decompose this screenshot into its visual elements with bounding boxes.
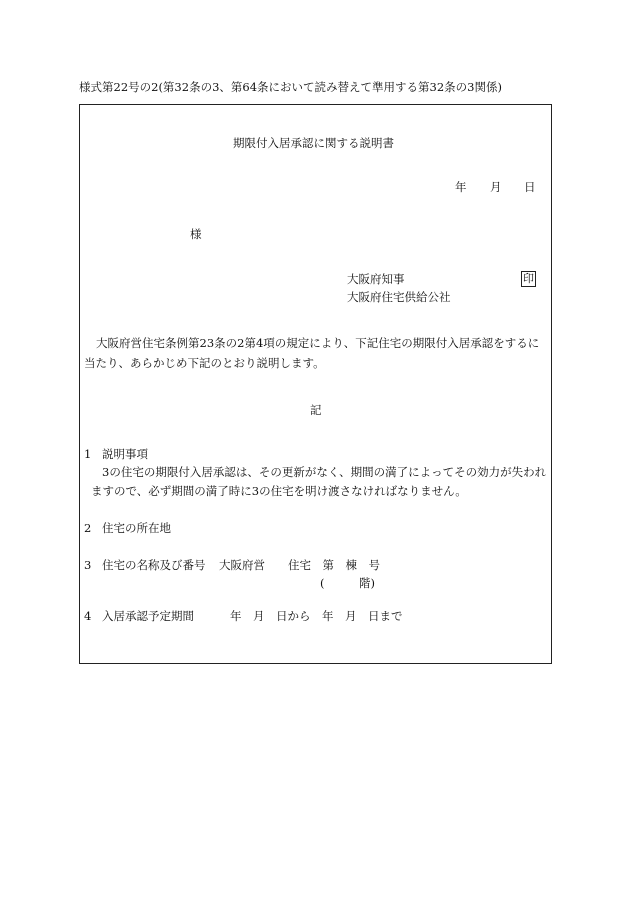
item4-number: 4	[84, 609, 92, 623]
item1-text-line2: ますので、必ず期間の満了時に3の住宅を明け渡さなければなりません。	[91, 484, 467, 498]
item4-value: 年 月 日から 年 月 日まで	[230, 609, 403, 623]
item1-text-line1: 3の住宅の期限付入居承認は、その更新がなく、期間の満了によってその効力が失われ	[102, 465, 547, 479]
ki-heading: 記	[310, 403, 322, 417]
item2-number: 2	[84, 521, 92, 535]
item3-label: 住宅の名称及び番号	[102, 558, 206, 572]
date-month: 月	[490, 180, 502, 194]
date-year: 年	[455, 180, 467, 194]
seal-text: 印	[523, 272, 534, 285]
date-day: 日	[524, 180, 536, 194]
item2-label: 住宅の所在地	[102, 521, 171, 535]
item1-number: 1	[84, 447, 92, 461]
issuer-governor: 大阪府知事	[347, 272, 405, 286]
item3-floor: ( 階)	[320, 576, 375, 590]
issuer-corporation: 大阪府住宅供給公社	[347, 290, 451, 304]
intro-text: 大阪府営住宅条例第23条の2第4項の規定により、下記住宅の期限付入居承認をするに当たり、あらかじめ下記のとおり説明します。	[84, 336, 540, 370]
seal-mark	[521, 271, 536, 287]
document-frame	[79, 104, 552, 664]
item3-value: 大阪府営 住宅 第 棟 号	[219, 558, 380, 572]
addressee-suffix: 様	[190, 227, 202, 241]
intro-paragraph	[84, 333, 550, 373]
form-number: 様式第22号の2(第32条の3、第64条において読み替えて準用する第32条の3関係)	[79, 80, 502, 94]
document-title: 期限付入居承認に関する説明書	[233, 136, 394, 150]
item4-label: 入居承認予定期間	[102, 609, 194, 623]
item3-number: 3	[84, 558, 92, 572]
item1-label: 説明事項	[102, 447, 148, 461]
